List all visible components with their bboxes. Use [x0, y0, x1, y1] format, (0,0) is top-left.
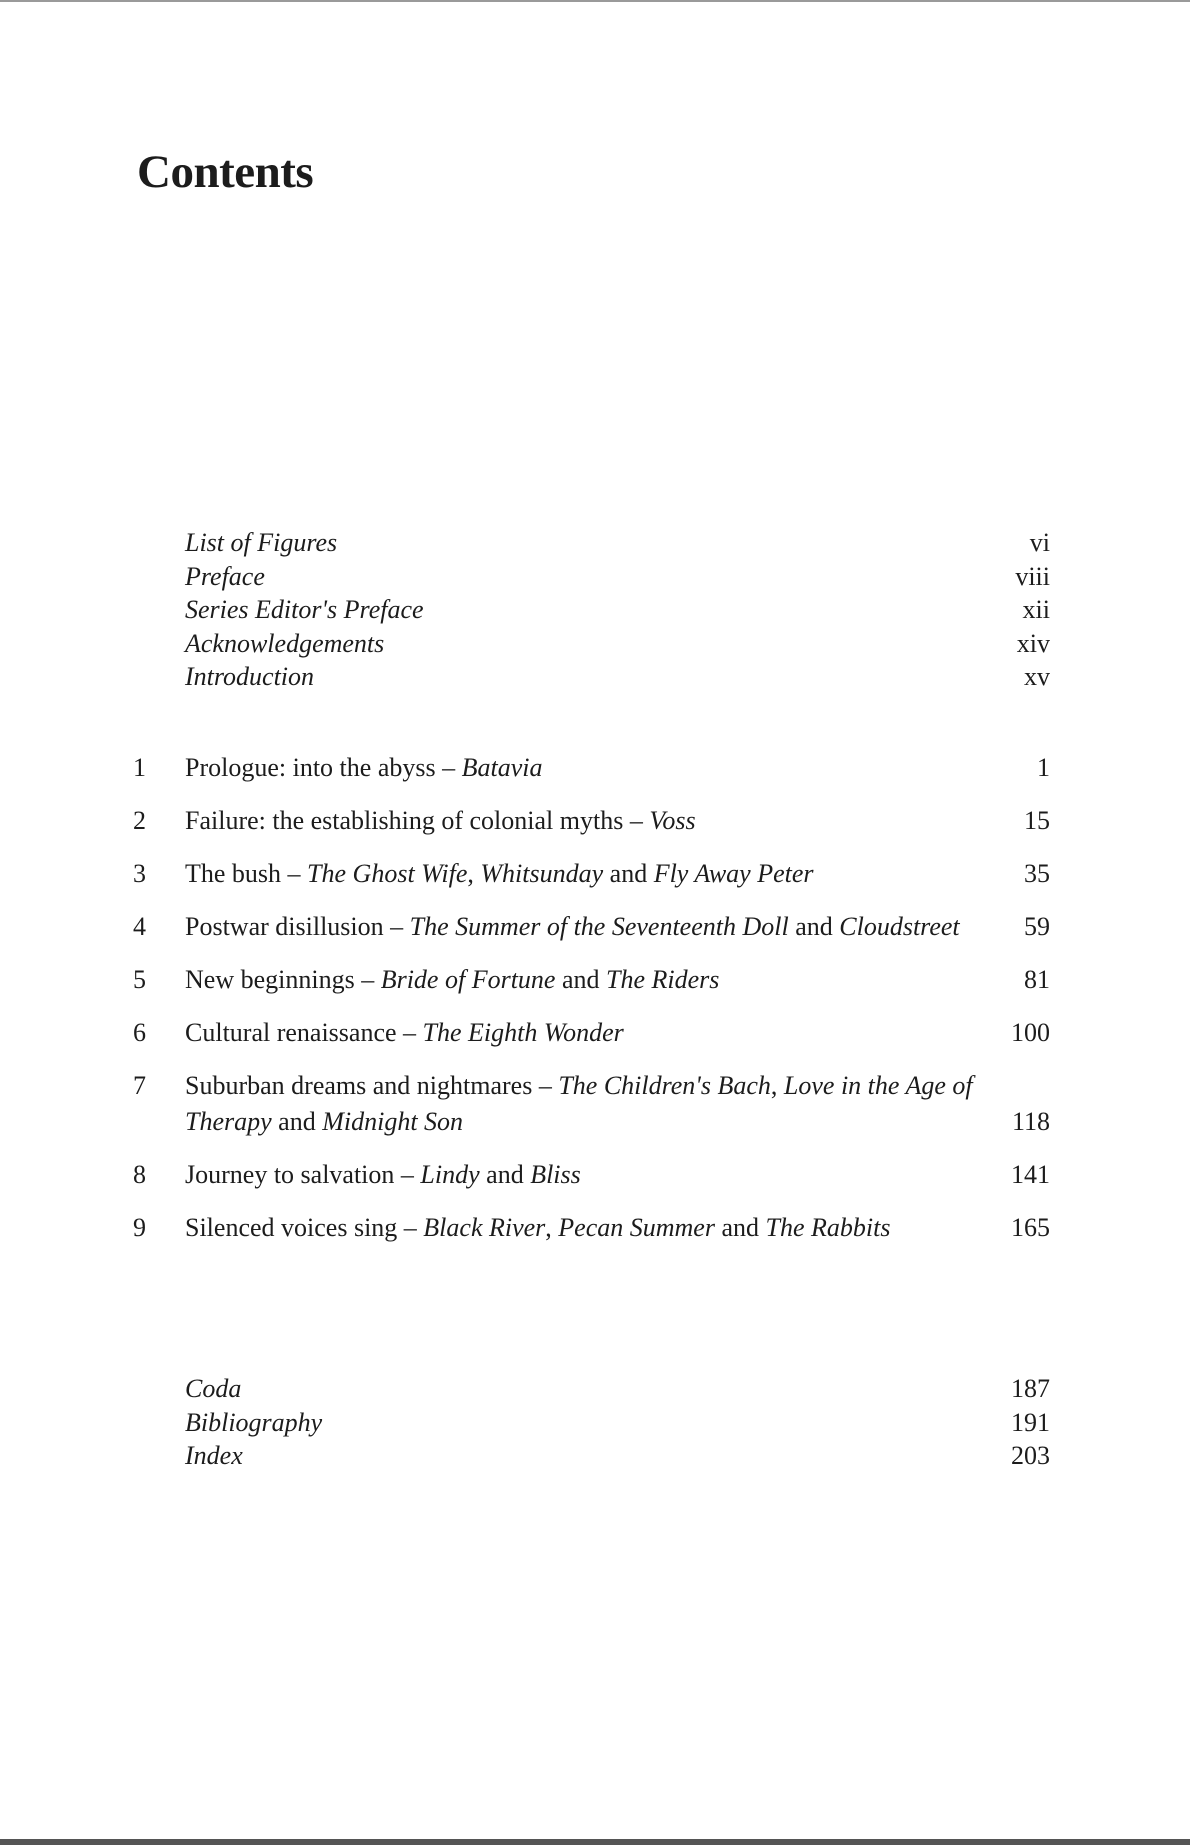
toc-entry [185, 528, 1050, 562]
and-connector: and [271, 1107, 323, 1136]
work-title: Bliss [530, 1160, 581, 1189]
entry-page: xv [1024, 662, 1050, 691]
work-title: Batavia [461, 753, 543, 782]
chapter-subject: The bush [185, 859, 282, 888]
entry-page: 191 [1011, 1407, 1050, 1437]
chapter-entry [125, 1210, 1050, 1246]
comma-separator: , [770, 1071, 784, 1100]
and-connector: and [555, 965, 607, 994]
chapter-number: 6 [133, 1018, 146, 1047]
chapter-number: 7 [133, 1071, 146, 1100]
bottom-edge [0, 1839, 1190, 1845]
chapter-number: 4 [133, 912, 146, 941]
dash-separator: – [354, 965, 381, 994]
chapter-number: 9 [133, 1213, 146, 1242]
chapter-subject: Suburban dreams and nightmares [185, 1071, 533, 1100]
entry-title: Bibliography [185, 1407, 323, 1437]
chapter-page: 118 [1011, 1107, 1050, 1136]
toc-entry [185, 1441, 1050, 1475]
chapter-entry [125, 750, 1050, 786]
chapter-list [125, 750, 1050, 1246]
work-title: Bride of Fortune [380, 965, 556, 994]
entry-title: Coda [185, 1374, 242, 1403]
work-title: Midnight Son [322, 1107, 464, 1136]
and-connector: and [603, 859, 654, 888]
chapter-subject: Journey to salvation [185, 1160, 395, 1189]
chapter-subject: Prologue: into the abyss [185, 753, 436, 782]
work-title: Love in the Age of Therapy [185, 1071, 973, 1136]
work-title: Whitsunday [480, 859, 604, 888]
toc-entry [185, 562, 1050, 596]
dash-separator: – [397, 1213, 424, 1242]
entry-page: 187 [1011, 1374, 1050, 1403]
chapter-subject: Cultural renaissance [185, 1018, 397, 1047]
front-matter-list [185, 528, 1050, 696]
toc-entry [185, 1374, 1050, 1408]
work-title: Black River [423, 1213, 546, 1242]
toc-entry [185, 629, 1050, 663]
chapter-title [185, 1015, 975, 1051]
chapter-title [185, 856, 975, 892]
chapter-number: 1 [133, 753, 146, 782]
toc-entry [185, 662, 1050, 696]
chapter-page: 15 [1024, 806, 1050, 835]
entry-title: Index [185, 1441, 243, 1470]
work-title: The Rabbits [765, 1213, 891, 1242]
toc-entry [185, 1408, 1050, 1442]
work-title: The Riders [606, 965, 720, 994]
dash-separator: – [532, 1071, 559, 1100]
chapter-entry [125, 1068, 1050, 1140]
entry-page: 203 [1011, 1441, 1050, 1470]
chapter-subject: Postwar disillusion [185, 912, 384, 941]
and-connector: and [714, 1213, 766, 1242]
entry-title: Acknowledgements [185, 628, 385, 658]
chapter-title [185, 1157, 975, 1193]
chapter-page: 1 [1037, 753, 1050, 782]
chapter-entry [125, 962, 1050, 998]
top-edge [0, 0, 1190, 2]
chapter-number: 2 [133, 806, 146, 835]
comma-separator: , [545, 1213, 559, 1242]
work-title: Fly Away Peter [653, 859, 814, 888]
chapter-entry [125, 856, 1050, 892]
work-title: The Ghost Wife [307, 859, 468, 888]
chapter-page: 35 [1024, 859, 1050, 888]
work-title: The Eighth Wonder [422, 1018, 624, 1047]
dash-separator: – [396, 1018, 423, 1047]
entry-title: Introduction [185, 662, 315, 691]
comma-separator: , [467, 859, 481, 888]
and-connector: and [479, 1160, 531, 1189]
chapter-page: 59 [1024, 912, 1050, 941]
dash-separator: – [383, 912, 410, 941]
chapter-title [185, 1068, 975, 1140]
work-title: Cloudstreet [839, 912, 960, 941]
entry-title: Series Editor's Preface [185, 595, 424, 624]
page-title: Contents [137, 146, 314, 198]
dash-separator: – [623, 806, 650, 835]
chapter-entry [125, 803, 1050, 839]
entry-page: vi [1029, 528, 1050, 557]
chapter-title [185, 1210, 975, 1246]
chapter-title [185, 803, 975, 839]
chapter-subject: Silenced voices sing [185, 1213, 398, 1242]
chapter-entry [125, 909, 1050, 945]
toc-entry [185, 595, 1050, 629]
dash-separator: – [281, 859, 308, 888]
chapter-title [185, 909, 975, 945]
work-title: Pecan Summer [558, 1213, 715, 1242]
chapter-subject: New beginnings [185, 965, 355, 994]
chapter-page: 100 [1011, 1018, 1050, 1047]
work-title: The Summer of the Seventeenth Doll [409, 912, 789, 941]
chapter-subject: Failure: the establishing of colonial myths [185, 806, 624, 835]
chapter-title [185, 750, 975, 786]
entry-page: xii [1022, 595, 1050, 624]
work-title: Voss [649, 806, 696, 835]
chapter-number: 8 [133, 1160, 146, 1189]
chapter-page: 141 [1011, 1160, 1050, 1189]
dash-separator: – [394, 1160, 421, 1189]
entry-page: xiv [1016, 628, 1050, 658]
back-matter-list [185, 1374, 1050, 1475]
entry-title: List of Figures [185, 528, 338, 557]
entry-page: viii [1015, 561, 1050, 591]
chapter-page: 81 [1024, 965, 1050, 994]
chapter-number: 3 [133, 859, 146, 888]
chapter-entry [125, 1157, 1050, 1193]
entry-title: Preface [185, 561, 265, 591]
dash-separator: – [435, 753, 462, 782]
chapter-title [185, 962, 975, 998]
work-title: Lindy [420, 1160, 480, 1189]
work-title: The Children's Bach [558, 1071, 771, 1100]
chapter-page: 165 [1011, 1213, 1050, 1242]
chapter-number: 5 [133, 965, 146, 994]
chapter-entry [125, 1015, 1050, 1051]
and-connector: and [788, 912, 840, 941]
